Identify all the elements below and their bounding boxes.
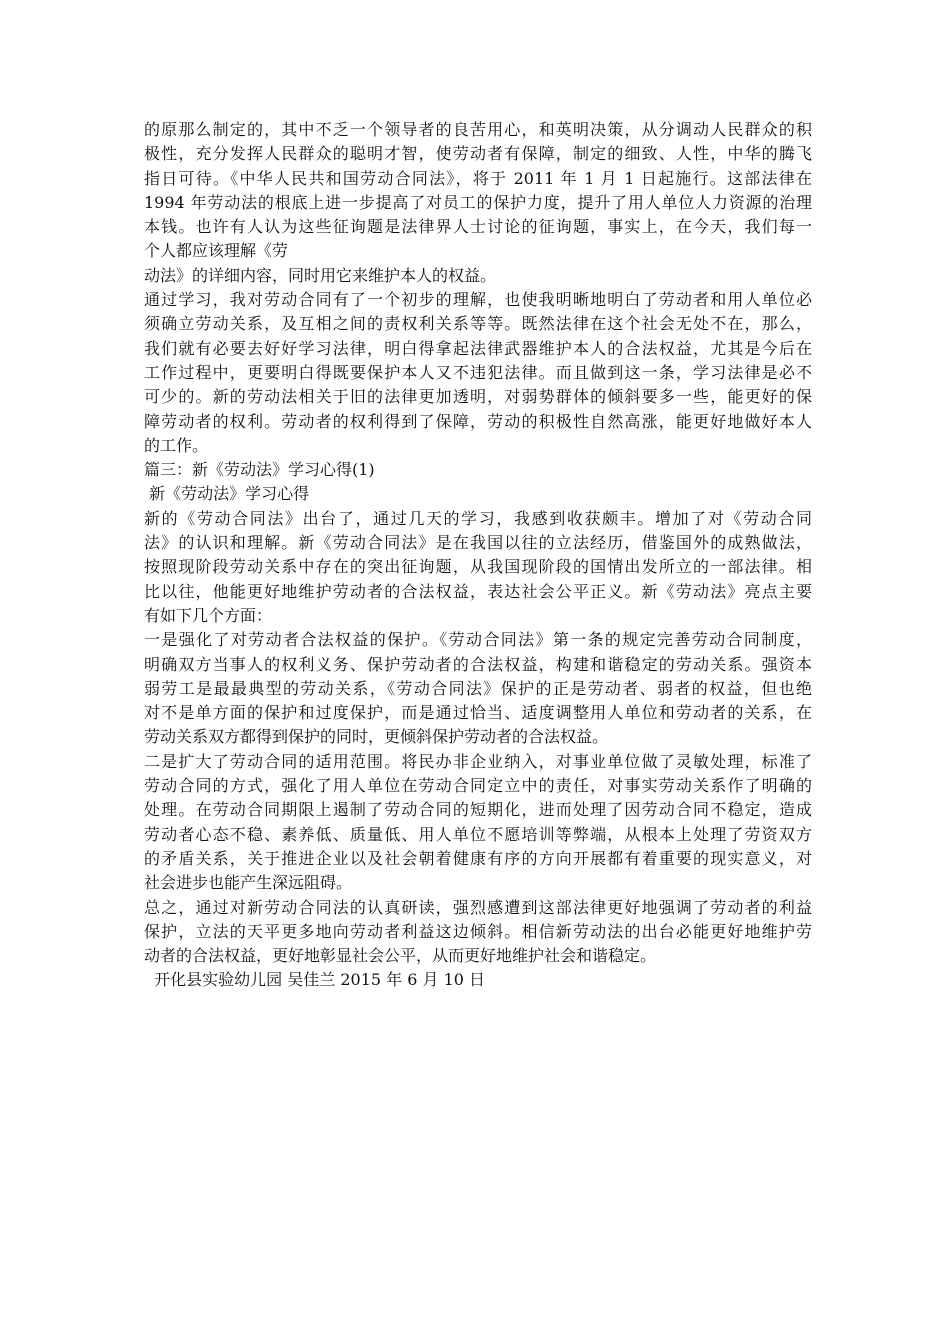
text-line: 明确双方当事人的权利义务、保护劳动者的合法权益，构建和谐稳定的劳动关系。强资本: [144, 654, 812, 674]
text-line: 劳动合同的方式，强化了用人单位在劳动合同定立中的责任，对事实劳动关系作了明确的: [144, 776, 812, 796]
text-line: 须确立劳动关系，及互相之间的责权利关系等等。既然法律在这个社会无处不在，那么，: [144, 314, 812, 334]
text-line: 的原那么制定的，其中不乏一个领导者的良苦用心，和英明决策，从分调动人民群众的积: [144, 120, 812, 139]
text-line: 新《劳动法》学习心得: [144, 484, 310, 504]
text-line: 劳动关系双方都得到保护的同时，更倾斜保护劳动者的合法权益。: [144, 727, 609, 747]
text-line: 处理。在劳动合同期限上遏制了劳动合同的短期化，进而处理了因劳动合同不稳定，造成: [144, 800, 812, 820]
text-line: 极性，充分发挥人民群众的聪明才智，使劳动者有保障，制定的细致、人性，中华的腾飞: [144, 144, 812, 164]
text-line: 一是强化了对劳动者合法权益的保护。《劳动合同法》第一条的规定完善劳动合同制度，: [144, 630, 812, 650]
text-line: 指日可待。《中华人民共和国劳动合同法》，将于 2011 年 1 月 1 日起施行。这部法律在: [144, 168, 812, 188]
text-line: 可少的。新的劳动法相关于旧的法律更加透明，对弱势群体的倾斜要多一些，能更好的保: [144, 387, 812, 407]
text-line: 比以往，他能更好地维护劳动者的合法权益，表达社会公平正义。新《劳动法》亮点主要: [144, 581, 812, 601]
text-line: 的矛盾关系，关于推进企业以及社会朝着健康有序的方向开展都有着重要的现实意义，对: [144, 848, 812, 868]
document-body: [144, 118, 812, 993]
text-line: 我们就有必要去好好学习法律，明白得拿起法律武器维护本人的合法权益，尤其是今后在: [144, 338, 812, 358]
text-line: 新的《劳动合同法》出台了，通过几天的学习，我感到收获颇丰。增加了对《劳动合同: [144, 508, 812, 528]
text-line: 弱劳工是最最典型的劳动关系，《劳动合同法》保护的正是劳动者、弱者的权益，但也绝: [144, 678, 812, 698]
text-line: 动法》的详细内容，同时用它来维护本人的权益。: [144, 265, 497, 285]
text-line: 工作过程中，更要明白得既要保护本人又不违犯法律。而且做到这一条，学习法律是必不: [144, 362, 812, 382]
text-line: 本钱。也许有人认为这些征询题是法律界人士讨论的征询题，事实上，在今天，我们每一: [144, 217, 812, 237]
text-line: 社会进步也能产生深远阻碍。: [144, 873, 353, 893]
text-line: 障劳动者的权利。劳动者的权利得到了保障，劳动的积极性自然高涨，能更好地做好本人: [144, 411, 812, 431]
text-line: 的工作。: [144, 435, 209, 455]
text-line: 篇三：新《劳动法》学习心得(1): [144, 460, 375, 480]
text-line: 开化县实验幼儿园 吴佳兰 2015 年 6 月 10 日: [144, 970, 486, 990]
text-line: 法》的认识和理解。新《劳动合同法》是在我国以往的立法经历，借鉴国外的成熟做法，: [144, 533, 812, 553]
text-line: 按照现阶段劳动关系中存在的突出征询题，从我国现阶段的国情出发所立的一部法律。相: [144, 557, 812, 577]
text-line: 有如下几个方面：: [144, 605, 273, 625]
text-line: 通过学习，我对劳动合同有了一个初步的理解，也使我明晰地明白了劳动者和用人单位必: [144, 290, 812, 310]
text-line: 个人都应该理解《劳: [144, 241, 289, 261]
text-line: 保护，立法的天平更多地向劳动者利益这边倾斜。相信新劳动法的出台必能更好地维护劳: [144, 921, 812, 941]
text-line: 劳动者心态不稳、素养低、质量低、用人单位不愿培训等弊端，从根本上处理了劳资双方: [144, 824, 812, 844]
text-line: 动者的合法权益，更好地彰显社会公平，从而更好地维护社会和谐稳定。: [144, 946, 657, 966]
text-line: 对不是单方面的保护和过度保护，而是通过恰当、适度调整用人单位和劳动者的关系，在: [144, 703, 812, 723]
text-line: 1994 年劳动法的根底上进一步提高了对员工的保护力度，提升了用人单位人力资源的治理: [144, 192, 812, 212]
text-line: 二是扩大了劳动合同的适用范围。将民办非企业纳入，对事业单位做了灵敏处理，标准了: [144, 751, 812, 771]
text-line: 总之，通过对新劳动合同法的认真研读，强烈感遭到这部法律更好地强调了劳动者的利益: [144, 897, 812, 917]
